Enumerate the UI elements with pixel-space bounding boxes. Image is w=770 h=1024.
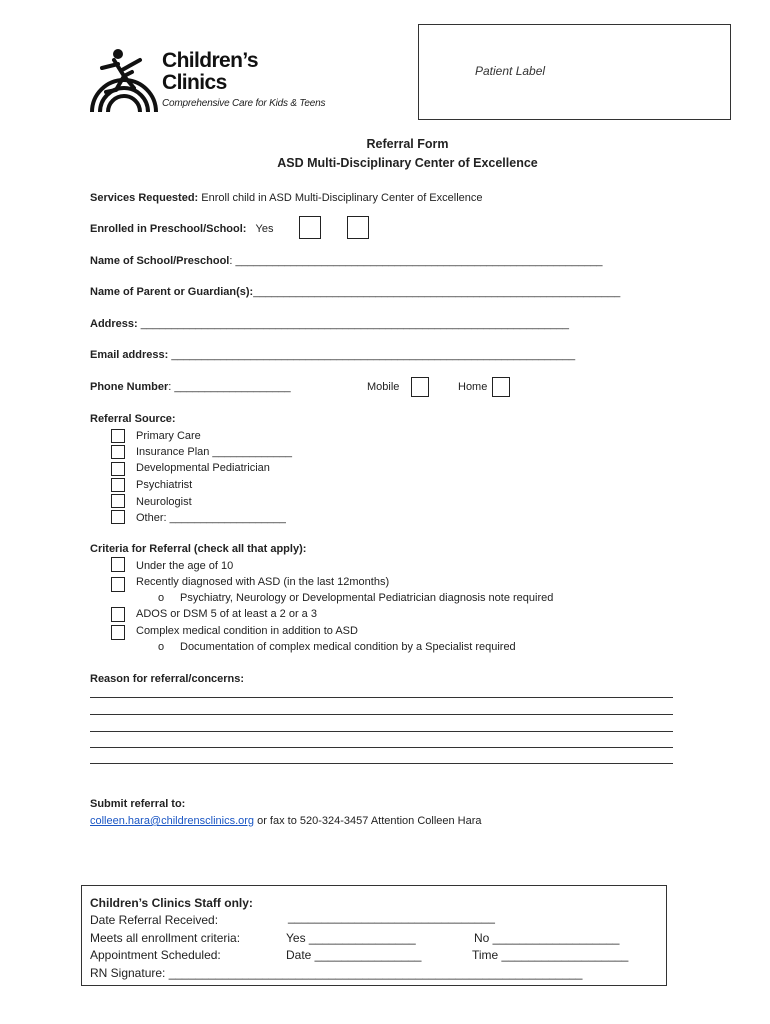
appointment-label: Appointment Scheduled: xyxy=(90,948,221,962)
submit-email-link[interactable]: colleen.hara@childrensclinics.org xyxy=(90,815,255,827)
school-line xyxy=(90,255,603,267)
referral-source-checkbox[interactable] xyxy=(111,462,125,476)
referral-source-item: Developmental Pediatrician xyxy=(136,462,270,474)
school-input-blank[interactable]: : ____________________________________________________________ xyxy=(229,255,603,267)
home-label: Home xyxy=(458,381,488,393)
enrolled-yes-label: Yes xyxy=(255,223,274,235)
referral-source-checkbox[interactable] xyxy=(111,429,125,443)
appointment-time[interactable]: Time ___________________ xyxy=(472,948,629,962)
mobile-checkbox[interactable] xyxy=(411,377,429,397)
phone-input-blank[interactable]: : ___________________ xyxy=(168,381,291,393)
school-label: Name of School/Preschool xyxy=(90,255,230,267)
date-received-blank[interactable]: _______________________________ xyxy=(288,910,495,924)
submit-fax-text: or fax to 520-324-3457 Attention Colleen Hara xyxy=(254,815,482,827)
criteria-met-no[interactable]: No ___________________ xyxy=(474,931,620,945)
rn-signature[interactable]: RN Signature: ______________________________________________________________ xyxy=(90,966,583,980)
patient-label-box xyxy=(418,24,731,120)
referral-source-checkbox[interactable] xyxy=(111,445,125,459)
staff-heading: Children’s Clinics Staff only: xyxy=(90,896,253,910)
criteria-met-label: Meets all enrollment criteria: xyxy=(90,931,241,945)
submit-heading: Submit referral to: xyxy=(90,798,186,810)
referral-source-checkbox[interactable] xyxy=(111,494,125,508)
referral-source-checkbox[interactable] xyxy=(111,478,125,492)
submit-line xyxy=(90,815,482,827)
appointment-date[interactable]: Date ________________ xyxy=(286,948,422,962)
enrolled-label: Enrolled in Preschool/School: xyxy=(90,223,247,235)
address-input-blank[interactable]: ______________________________________________________________________ xyxy=(140,318,569,330)
form-title: Referral Form xyxy=(366,137,449,151)
childrens-clinics-logo xyxy=(88,44,328,114)
reason-input-line[interactable] xyxy=(90,714,673,715)
referral-source-item: Neurologist xyxy=(136,496,192,508)
form-subtitle: ASD Multi-Disciplinary Center of Excellence xyxy=(277,156,538,170)
email-input-blank[interactable]: __________________________________________________________________ xyxy=(171,349,576,361)
referral-source-item: Psychiatrist xyxy=(136,479,193,491)
patient-label-text: Patient Label xyxy=(475,64,546,78)
criteria-met-yes[interactable]: Yes ________________ xyxy=(286,931,416,945)
address-label: Address: xyxy=(90,318,138,330)
parent-line xyxy=(90,286,620,298)
enrolled-line xyxy=(90,223,273,235)
parent-label: Name of Parent or Guardian(s): xyxy=(90,286,254,298)
services-requested-line xyxy=(90,192,483,204)
criteria-checkbox[interactable] xyxy=(111,607,125,622)
date-received-label: Date Referral Received: xyxy=(90,913,219,927)
criteria-checkbox[interactable] xyxy=(111,557,125,572)
criteria-heading: Criteria for Referral (check all that apply): xyxy=(90,543,307,555)
criteria-item: Complex medical condition in addition to ASD xyxy=(136,625,358,637)
referral-source-item: Primary Care xyxy=(136,430,201,442)
reason-input-line[interactable] xyxy=(90,731,673,732)
email-label: Email address: xyxy=(90,349,169,361)
referral-source-heading: Referral Source: xyxy=(90,413,176,425)
criteria-subitem: o Documentation of complex medical condition by a Specialist required xyxy=(158,641,516,653)
referral-source-item: Insurance Plan _____________ xyxy=(136,446,292,458)
reason-input-line[interactable] xyxy=(90,763,673,764)
phone-line xyxy=(90,381,291,393)
enrolled-no-checkbox[interactable] xyxy=(347,216,369,239)
criteria-item: Under the age of 10 xyxy=(136,560,234,572)
sub-bullet: o xyxy=(158,592,165,604)
criteria-item: ADOS or DSM 5 of at least a 2 or a 3 xyxy=(136,608,317,620)
services-label: Services Requested: xyxy=(90,192,199,204)
criteria-item: Recently diagnosed with ASD (in the last 12months) xyxy=(136,576,390,588)
referral-source-checkbox[interactable] xyxy=(111,510,125,524)
mobile-label: Mobile xyxy=(367,381,400,393)
address-line xyxy=(90,318,569,330)
referral-source-item: Other: ___________________ xyxy=(136,512,286,524)
logo-wordmark: Children’s Clinics xyxy=(162,49,258,94)
criteria-checkbox[interactable] xyxy=(111,577,125,592)
email-line xyxy=(90,349,575,361)
sub-bullet: o xyxy=(158,641,165,653)
reason-heading: Reason for referral/concerns: xyxy=(90,673,245,685)
reason-input-line[interactable] xyxy=(90,747,673,748)
criteria-subitem: o Psychiatry, Neurology or Developmental Pediatrician diagnosis note required xyxy=(158,592,554,604)
enrolled-yes-checkbox[interactable] xyxy=(299,216,321,239)
services-value: Enroll child in ASD Multi-Disciplinary Center of Excellence xyxy=(201,192,483,204)
phone-label: Phone Number xyxy=(90,381,169,393)
logo-tagline: Comprehensive Care for Kids & Teens xyxy=(162,98,326,109)
criteria-checkbox[interactable] xyxy=(111,625,125,640)
home-checkbox[interactable] xyxy=(492,377,510,397)
staff-only-box xyxy=(81,885,667,986)
child-rainbow-icon xyxy=(88,46,160,114)
parent-input-blank[interactable]: ____________________________________________________________ xyxy=(253,286,621,298)
reason-input-line[interactable] xyxy=(90,697,673,698)
